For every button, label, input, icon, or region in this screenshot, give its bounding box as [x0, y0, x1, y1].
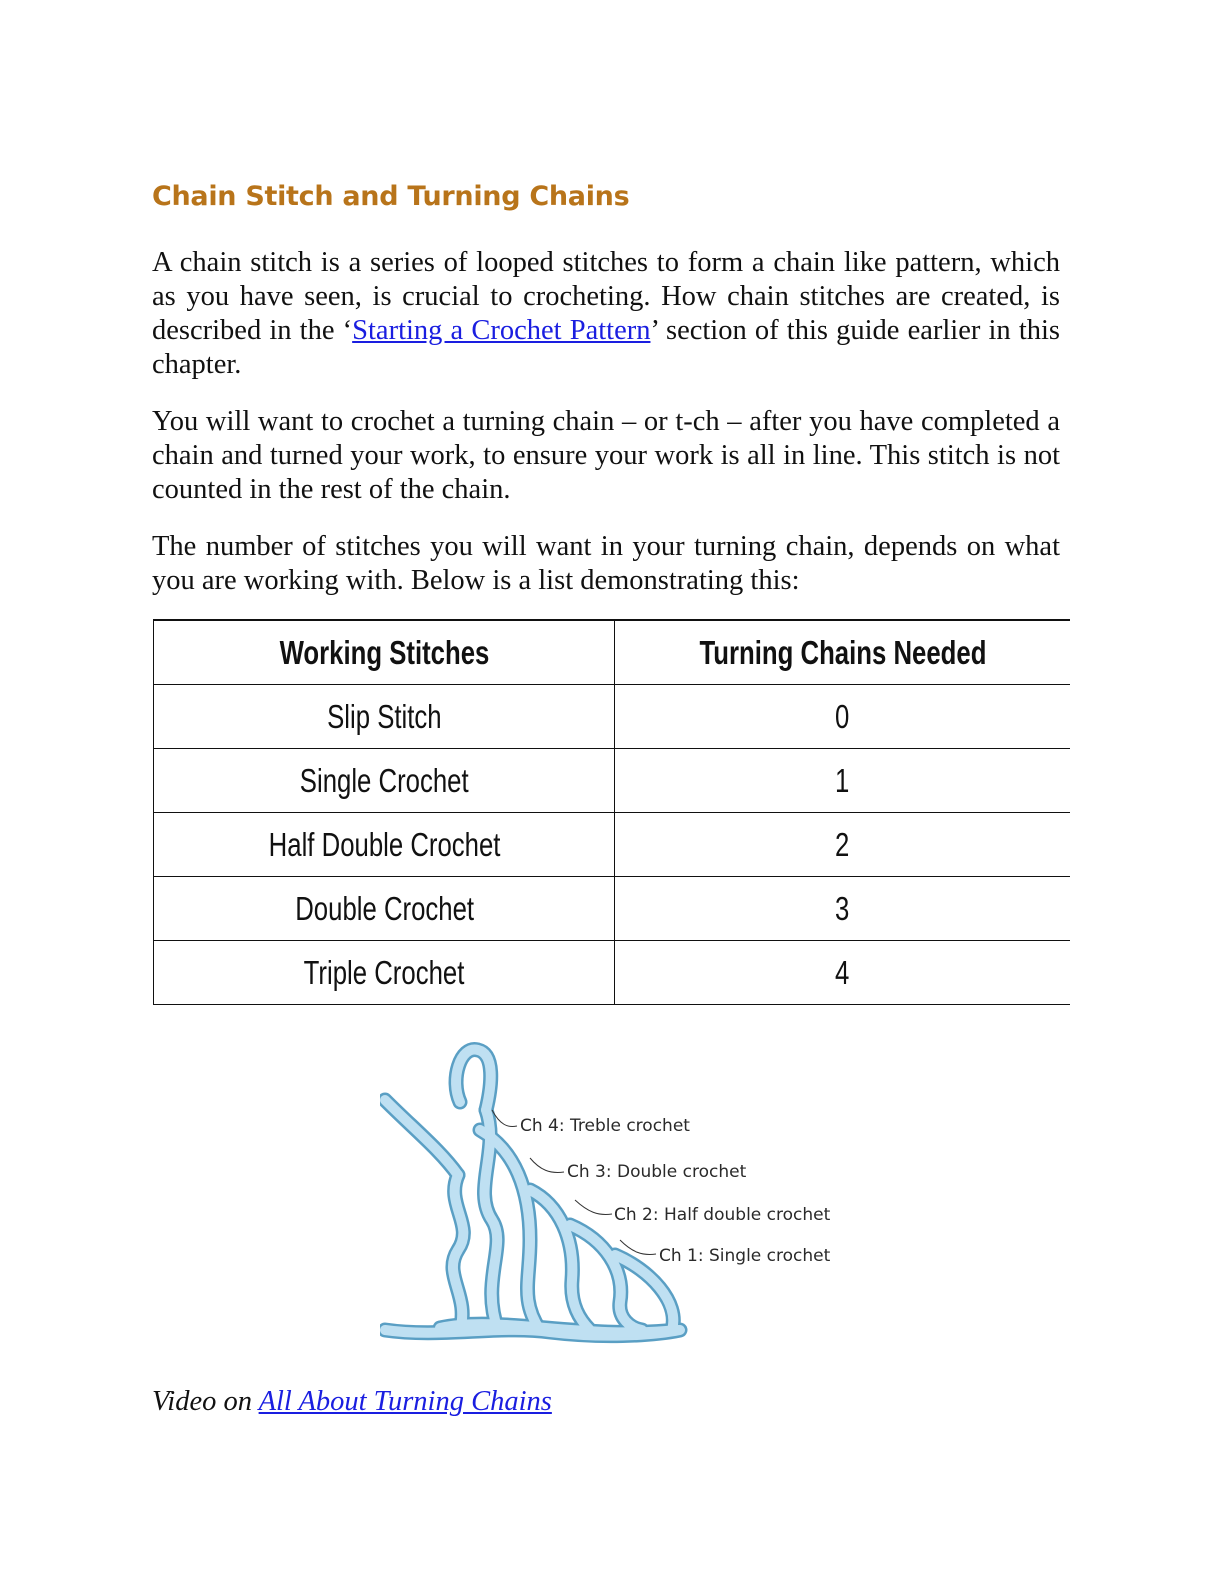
starting-crochet-pattern-link[interactable]: Starting a Crochet Pattern — [352, 315, 651, 346]
cell-stitch: Half Double Crochet — [154, 813, 615, 877]
yarn-illustration — [385, 1050, 680, 1336]
label-ch3: Ch 3: Double crochet — [567, 1162, 747, 1182]
header-turning-chains-needed: Turning Chains Needed — [615, 620, 1070, 685]
label-ch1: Ch 1: Single crochet — [659, 1246, 831, 1266]
cell-stitch: Triple Crochet — [154, 941, 615, 1005]
turning-chains-diagram — [380, 1040, 840, 1360]
paragraph-chain-stitch — [152, 246, 1060, 382]
section-heading: Chain Stitch and Turning Chains — [152, 181, 630, 212]
table-row — [154, 813, 1071, 877]
cell-chains: 0 — [615, 685, 1070, 749]
paragraph-text: ’ section of this guide earlier in this chapter. — [152, 315, 1061, 380]
table-header-row — [154, 620, 1071, 685]
cell-chains: 4 — [615, 941, 1070, 1005]
cell-chains: 2 — [615, 813, 1070, 877]
all-about-turning-chains-link[interactable]: All About Turning Chains — [258, 1386, 552, 1417]
turning-chains-table — [153, 619, 1070, 1005]
cell-chains: 3 — [615, 877, 1070, 941]
table-row — [154, 877, 1071, 941]
video-prefix: Video on — [152, 1386, 259, 1417]
table-row — [154, 941, 1071, 1005]
label-ch4: Ch 4: Treble crochet — [520, 1116, 690, 1136]
paragraph-turning-chain: You will want to crochet a turning chain – or t-ch – after you have completed a chain and turned your work, to ensure your work is all in line. This stitch is not counted in the rest of the chain. — [152, 406, 1060, 505]
paragraph-text: A chain stitch is a series of looped stitches to form a chain like pattern, which as you have seen, is crucial to crocheting. How chain stitches are created, is described in the ‘ — [152, 247, 1060, 346]
cell-stitch: Single Crochet — [154, 749, 615, 813]
table-row — [154, 685, 1071, 749]
table-row — [154, 749, 1071, 813]
header-working-stitches: Working Stitches — [154, 620, 615, 685]
cell-stitch: Slip Stitch — [154, 685, 615, 749]
paragraph-number-of-stitches: The number of stitches you will want in your turning chain, depends on what you are working with. Below is a list demonstrating this: — [152, 531, 1060, 596]
cell-stitch: Double Crochet — [154, 877, 615, 941]
video-line — [152, 1386, 552, 1418]
label-ch2: Ch 2: Half double crochet — [614, 1205, 831, 1225]
cell-chains: 1 — [615, 749, 1070, 813]
